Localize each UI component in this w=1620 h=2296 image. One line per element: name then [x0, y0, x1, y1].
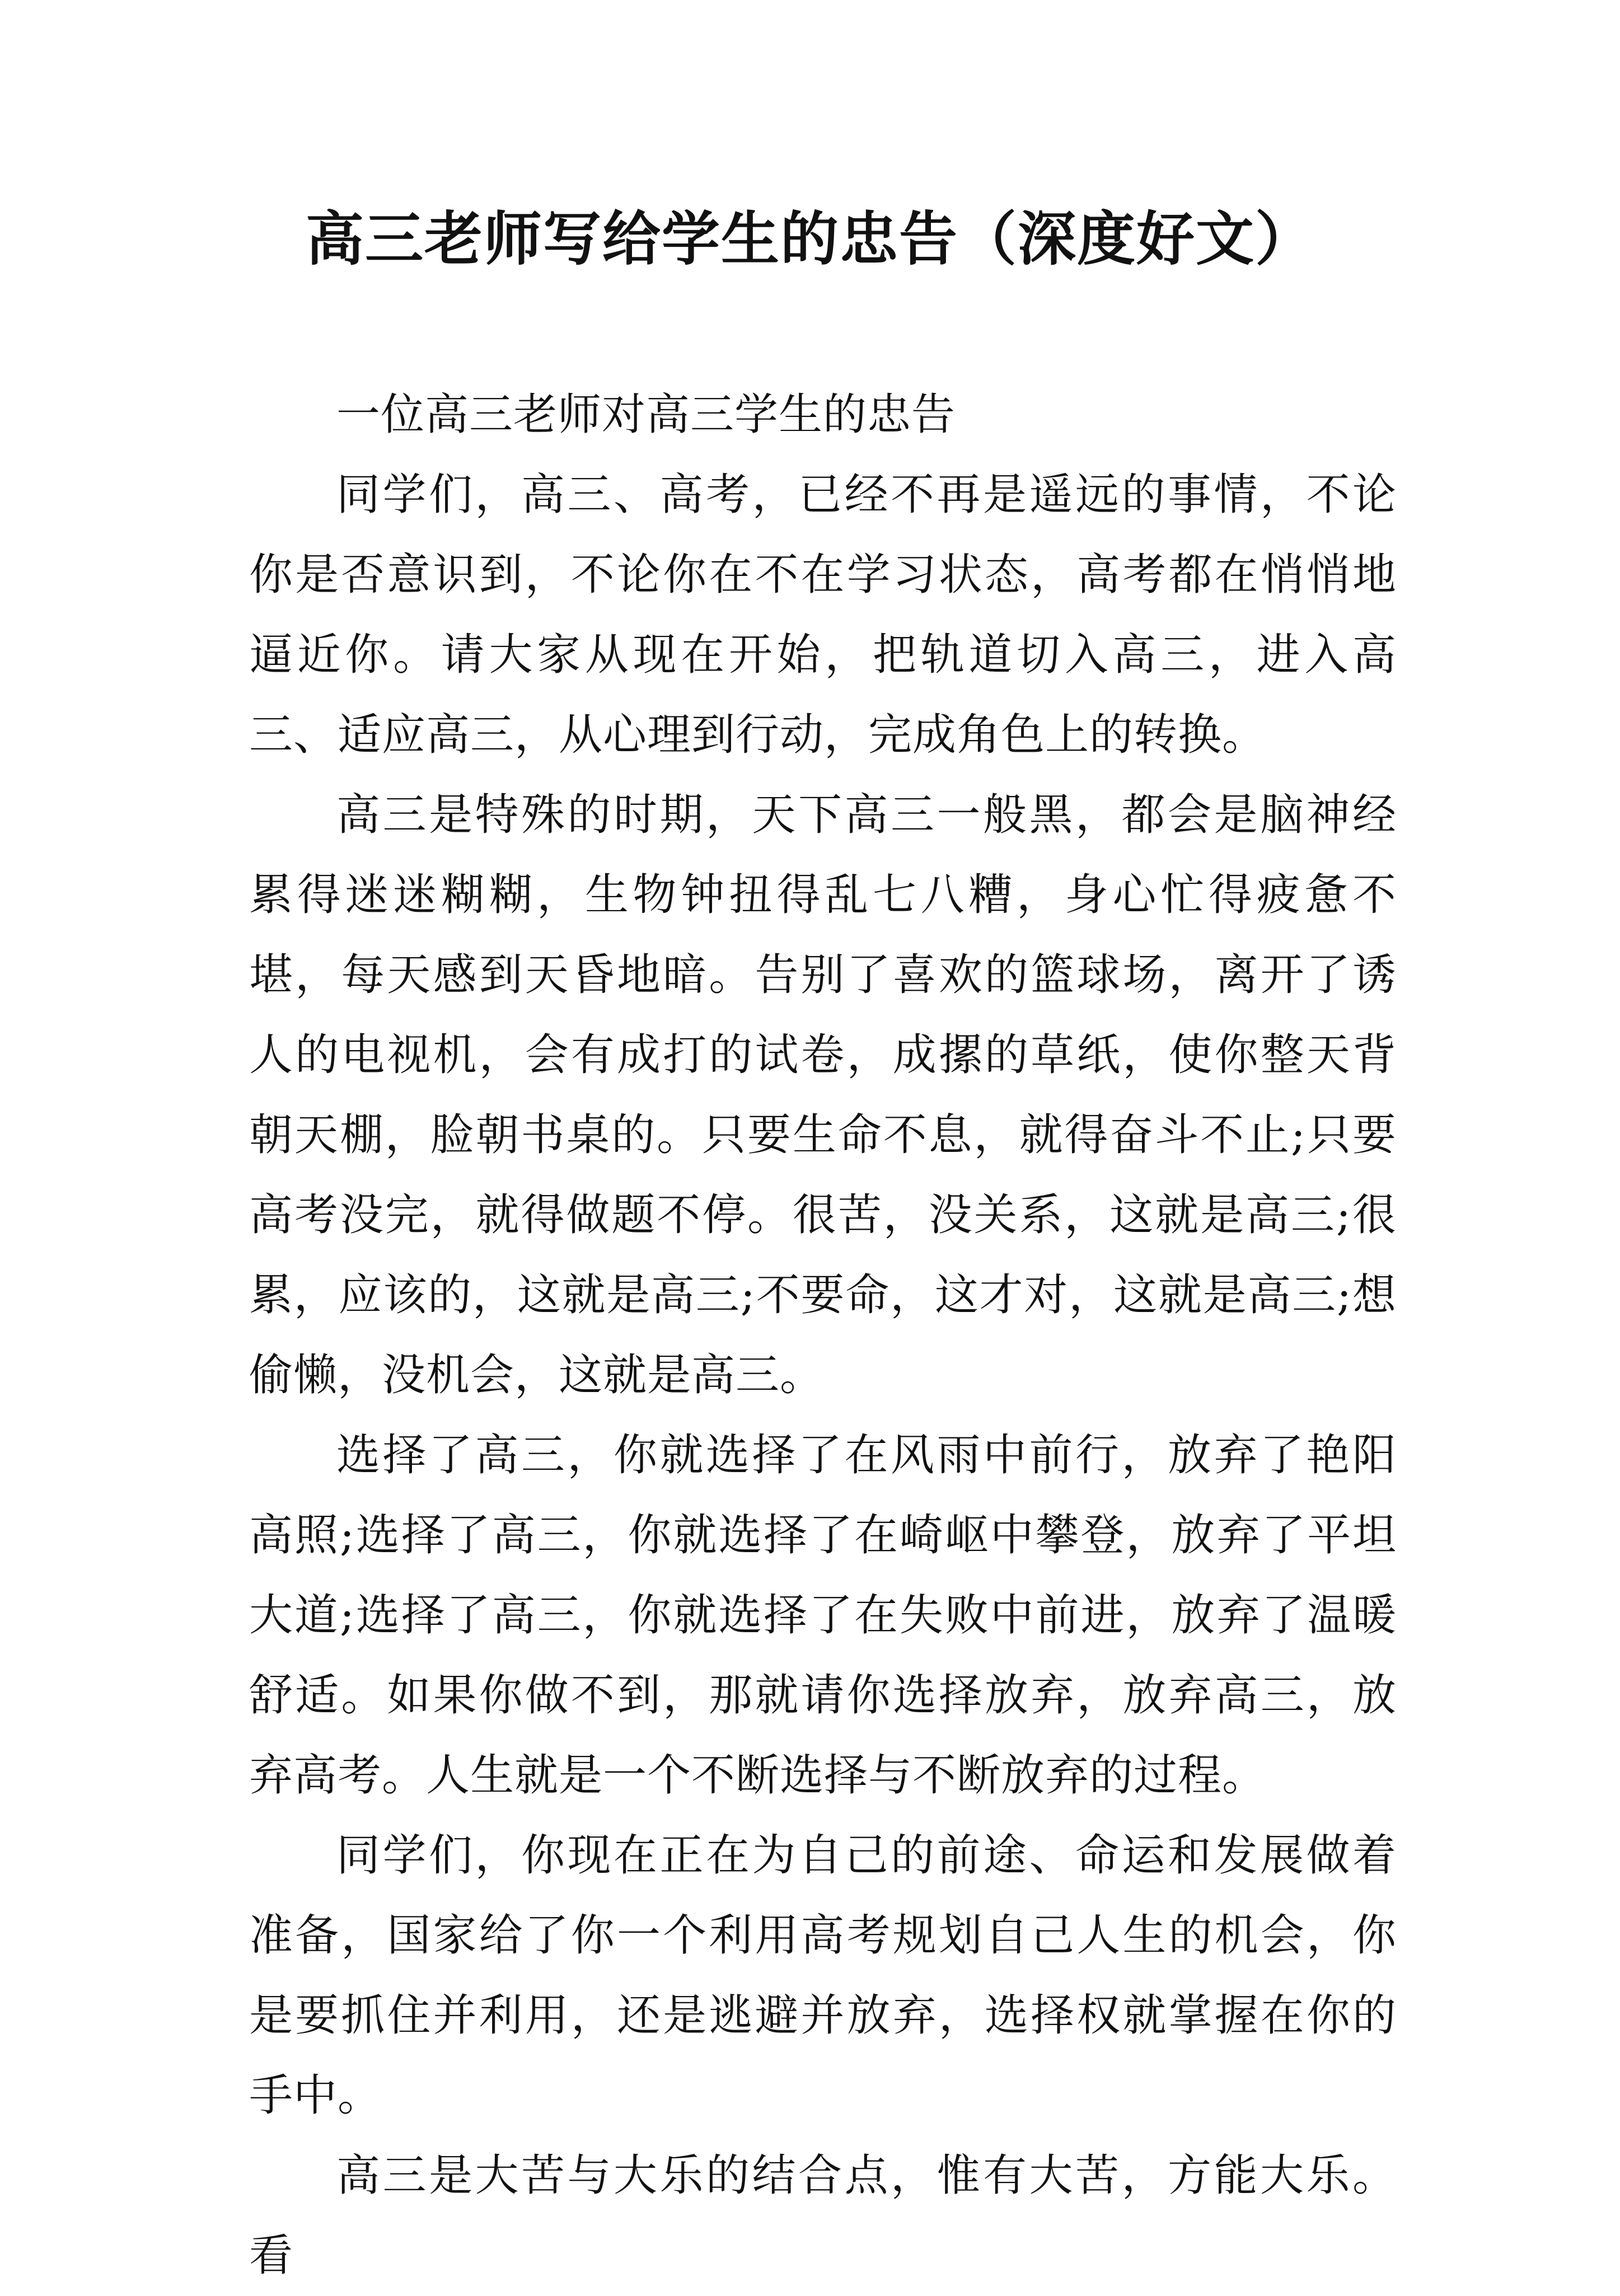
document-body [249, 375, 1397, 2296]
paragraph-5: 高三是大苦与大乐的结合点，惟有大苦，方能大乐。看 [249, 2150, 1397, 2281]
paragraph-4: 同学们，你现在正在为自己的前途、命运和发展做着准备，国家给了你一个利用高考规划自己人生的机会，你是要抓住并利用，还是逃避并放弃，选择权就掌握在你的手中。 [249, 1830, 1397, 2121]
document-title: 高三老师写给学生的忠告（深度好文） [305, 204, 1314, 273]
paragraph-subtitle: 一位高三老师对高三学生的忠告 [336, 390, 956, 440]
paragraph-2: 高三是特殊的时期，天下高三一般黑，都会是脑神经累得迷迷糊糊，生物钟扭得乱七八糟，身心忙得疲惫不堪，每天感到天昏地暗。告别了喜欢的篮球场，离开了诱人的电视机，会有成打的试卷，成摞的草纸，使你整天背朝天棚，脸朝书桌的。只要生命不息，就得奋斗不止;只要高考没完，就得做题不停。很苦，没关系，这就是高三;很累，应该的，这就是高三;不要命，这才对，这就是高三;想偷懒，没机会，这就是高三。 [249, 790, 1397, 1400]
paragraph-1: 同学们，高三、高考，已经不再是遥远的事情，不论你是否意识到，不论你在不在学习状态，高考都在悄悄地逼近你。请大家从现在开始，把轨道切入高三，进入高三、适应高三，从心理到行动，完成角色上的转换。 [249, 470, 1397, 760]
paragraph-3: 选择了高三，你就选择了在风雨中前行，放弃了艳阳高照;选择了高三，你就选择了在崎岖中攀登，放弃了平坦大道;选择了高三，你就选择了在失败中前进，放弃了温暖舒适。如果你做不到，那就请你选择放弃，放弃高三，放弃高考。人生就是一个不断选择与不断放弃的过程。 [249, 1430, 1397, 1801]
